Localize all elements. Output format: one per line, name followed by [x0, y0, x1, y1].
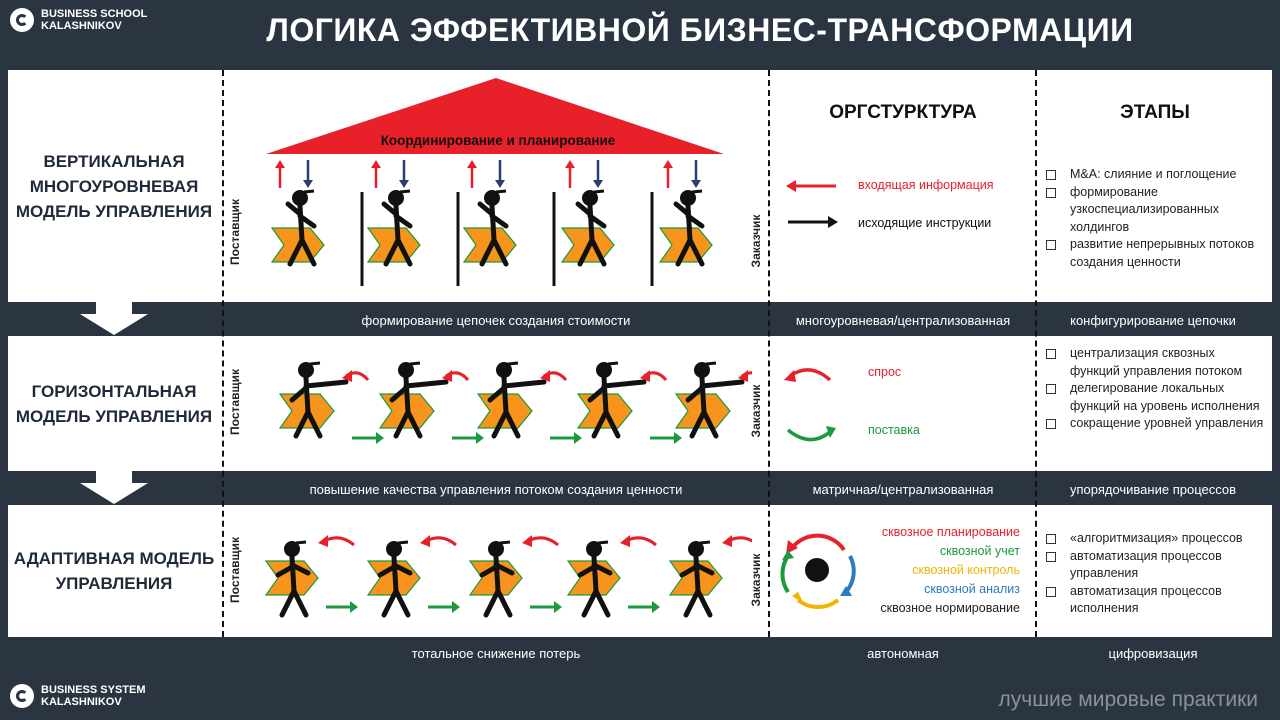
- legend-control: сквозной контроль: [912, 563, 1020, 577]
- customer-label: Заказчик: [749, 553, 763, 607]
- column-header-stages: ЭТАПЫ: [1120, 102, 1190, 123]
- legend-planning: сквозное планирование: [881, 525, 1020, 539]
- system-logo: BUSINESS SYSTEM KALASHNIKOV: [10, 684, 146, 708]
- row-label-adaptive: АДАПТИВНАЯ МОДЕЛЬ УПРАВЛЕНИЯ: [13, 549, 215, 593]
- column-header-org: ОРГСТУРКТУРА: [829, 102, 977, 123]
- legend-arrows-icon: [784, 176, 844, 232]
- row-label-vertical: ВЕРТИКАЛЬНАЯ МНОГОУРОВНЕВАЯ МОДЕЛЬ УПРАВЛЕНИЯ: [15, 151, 213, 221]
- stage-item: сокращение уровней управления: [1042, 415, 1268, 433]
- legend-demand: спрос: [868, 365, 902, 379]
- stages-list-adaptive: [1042, 530, 1268, 618]
- stage-item: автоматизация процессов исполнения: [1042, 583, 1268, 618]
- supplier-label: Поставщик: [228, 199, 242, 265]
- caption-org: матричная/централизованная: [812, 482, 994, 497]
- legend-accounting: сквозной учет: [939, 544, 1020, 558]
- customer-label: Заказчик: [749, 214, 763, 268]
- row-label-horizontal: ГОРИЗОНТАЛЬНАЯ МОДЕЛЬ УПРАВЛЕНИЯ: [15, 381, 213, 426]
- roof-label: Координирование и планирование: [380, 133, 616, 148]
- supplier-label: Поставщик: [228, 537, 242, 603]
- vertical-model-illustration: [258, 74, 732, 302]
- caption-stages: упорядочивание процессов: [1069, 482, 1237, 497]
- caption-org: многоуровневая/централизованная: [795, 313, 1011, 328]
- down-arrow-icon: [78, 471, 150, 505]
- caption-model: повышение качества управления потоком создания ценности: [309, 482, 683, 497]
- stage-item: автоматизация процессов управления: [1042, 548, 1268, 583]
- legend-outgoing-instructions: исходящие инструкции: [858, 216, 992, 230]
- stage-item: «алгоритмизация» процессов: [1042, 530, 1268, 548]
- column-separator: [222, 70, 224, 637]
- down-arrow-icon: [78, 302, 150, 336]
- caption-model: тотальное снижение потерь: [411, 646, 581, 661]
- stage-item: формирование узкоспециализированных холдингов: [1042, 184, 1268, 237]
- column-separator: [768, 70, 770, 637]
- stage-item: развитие непрерывных потоков создания ценности: [1042, 236, 1268, 271]
- stages-list-vertical: [1042, 166, 1268, 271]
- stage-item: M&A: слияние и поглощение: [1042, 166, 1268, 184]
- caption-model: формирование цепочек создания стоимости: [361, 313, 631, 328]
- supplier-label: Поставщик: [228, 369, 242, 435]
- column-separator: [1035, 70, 1037, 637]
- caption-org: автономная: [867, 646, 939, 661]
- footer-tagline: лучшие мировые практики: [998, 688, 1258, 711]
- legend-curved-arrows-icon: [780, 360, 840, 448]
- stage-item: централизация сквозных функций управления потоком: [1042, 345, 1268, 380]
- horizontal-model-illustration: [262, 340, 752, 470]
- caption-stages: конфигурирование цепочки: [1070, 313, 1236, 328]
- adaptive-model-illustration: [262, 509, 752, 635]
- school-logo: BUSINESS SCHOOL KALASHNIKOV: [10, 8, 147, 32]
- page-title: ЛОГИКА ЭФФЕКТИВНОЙ БИЗНЕС-ТРАНСФОРМАЦИИ: [266, 12, 1134, 48]
- stage-item: делегирование локальных функций на уровень исполнения: [1042, 380, 1268, 415]
- logo-mark-icon: [10, 684, 34, 708]
- legend-analysis: сквозной анализ: [924, 582, 1020, 596]
- caption-stages: цифровизация: [1108, 646, 1198, 661]
- legend-supply: поставка: [868, 423, 920, 437]
- legend-incoming-info: входящая информация: [858, 178, 994, 192]
- legend-standardization: сквозное нормирование: [880, 601, 1020, 615]
- customer-label: Заказчик: [749, 384, 763, 438]
- cycle-diagram-icon: [776, 526, 860, 612]
- stages-list-horizontal: [1042, 345, 1268, 433]
